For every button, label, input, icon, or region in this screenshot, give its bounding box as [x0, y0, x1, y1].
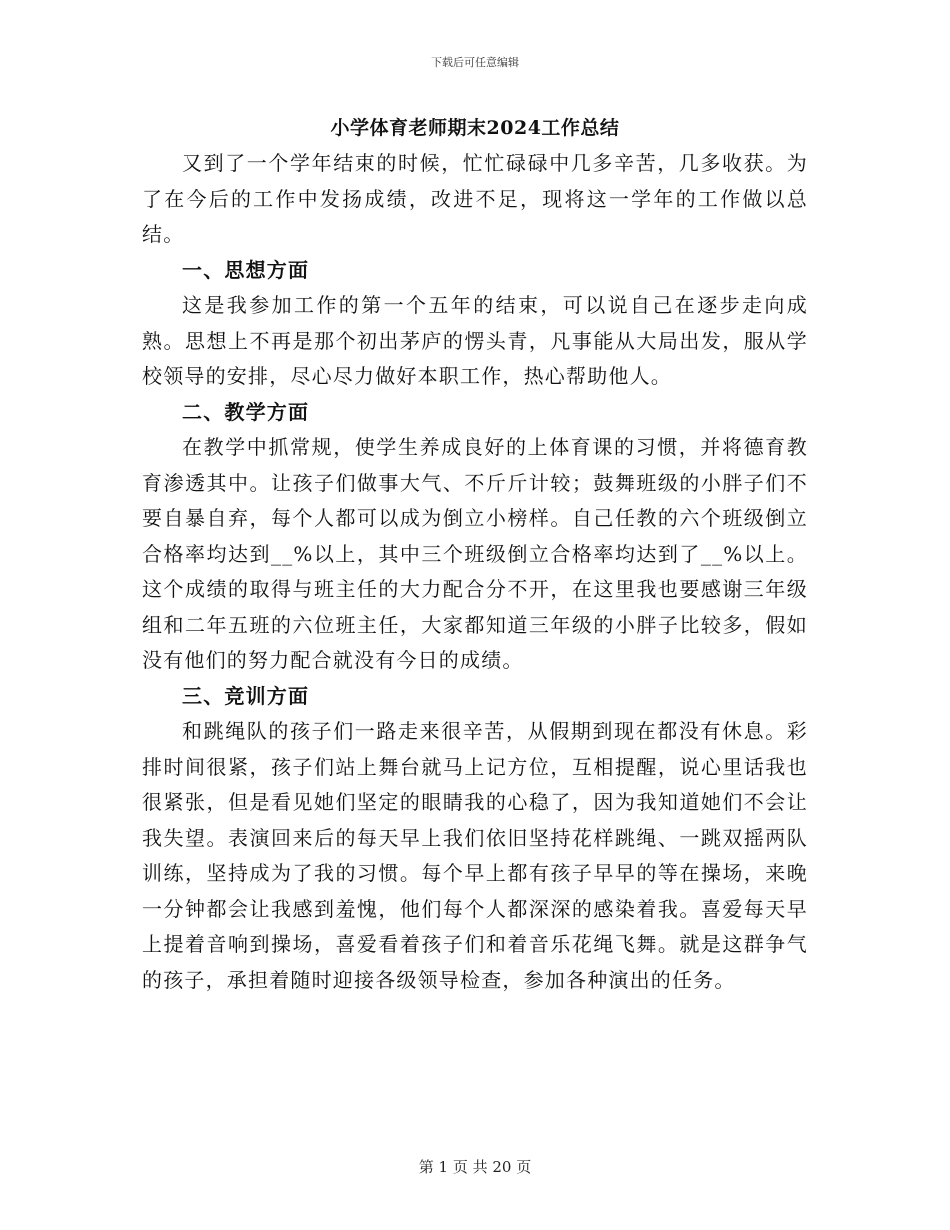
section-heading-training: 三、竞训方面: [182, 683, 310, 708]
page-number: 第 1 页 共 20 页: [418, 1158, 532, 1176]
document-title: 小学体育老师期末2024工作总结: [330, 117, 620, 139]
section-body-teaching: 在教学中抓常规，使学生养成良好的上体育课的习惯，并将德育教育渗透其中。让孩子们做事大气、不斤斤计较；鼓舞班级的小胖子们不要自暴自弃，每个人都可以成为倒立小榜样。自己任教的六个班级倒立合格率均达到__%以上，其中三个班级倒立合格率均达到了__%以上。这个成绩的取得与班主任的大力配合分不开，在这里我也要感谢三年级组和二年五班的六位班主任，大家都知道三年级的小胖子比较多，假如没有他们的努力配合就没有今日的成绩。: [142, 435, 808, 672]
intro-paragraph: 又到了一个学年结束的时候，忙忙碌碌中几多辛苦，几多收获。为了在今后的工作中发扬成绩，改进不足，现将这一学年的工作做以总结。: [142, 151, 808, 246]
header-note: 下载后可任意编辑: [431, 56, 519, 69]
section-body-training: 和跳绳队的孩子们一路走来很辛苦，从假期到现在都没有休息。彩排时间很紧，孩子们站上舞台就马上记方位，互相提醒，说心里话我也很紧张，但是看见她们坚定的眼睛我的心稳了，因为我知道她们不会让我失望。表演回来后的每天早上我们依旧坚持花样跳绳、一跳双摇两队训练，坚持成为了我的习惯。每个早上都有孩子早早的等在操场，来晚一分钟都会让我感到羞愧，他们每个人都深深的感染着我。喜爱每天早上提着音响到操场，喜爱看着孩子们和着音乐花绳飞舞。就是这群争气的孩子，承担着随时迎接各级领导检查，参加各种演出的任务。: [142, 719, 808, 992]
section-body-thought: 这是我参加工作的第一个五年的结束，可以说自己在逐步走向成熟。思想上不再是那个初出茅庐的愣头青，凡事能从大局出发，服从学校领导的安排，尽心尽力做好本职工作，热心帮助他人。: [142, 293, 808, 388]
section-heading-teaching: 二、教学方面: [182, 399, 310, 424]
section-heading-thought: 一、思想方面: [182, 257, 310, 282]
document-body: [142, 112, 808, 998]
